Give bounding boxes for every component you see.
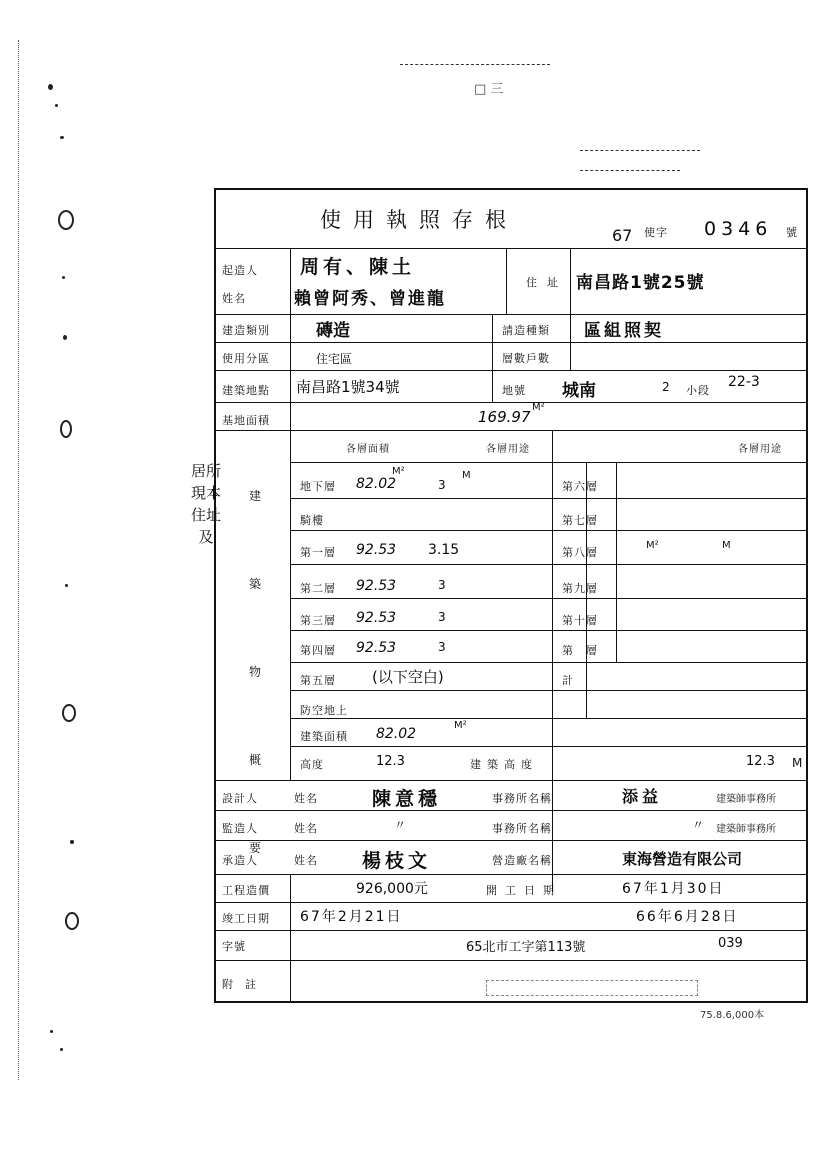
label-name: 姓名 xyxy=(222,292,246,305)
supervisor-office-value: 〃 xyxy=(692,818,705,832)
unit-m-basement: M xyxy=(462,470,471,481)
unit-m-height: M xyxy=(792,756,803,770)
form-series: 使字 xyxy=(644,226,668,239)
label-location: 建築地點 xyxy=(222,384,270,397)
unit-m2-basement: M² xyxy=(392,466,405,477)
form-title: 使用執照存根 xyxy=(320,208,518,232)
label-permit-category: 請造種類 xyxy=(502,324,550,337)
label-architect-office-2: 建築師事務所 xyxy=(716,824,776,835)
floor4-height: 3 xyxy=(438,640,446,654)
label-address: 住址 xyxy=(526,276,568,289)
label-use-zone: 使用分區 xyxy=(222,352,270,365)
scan-left-margin-marks xyxy=(0,0,60,1170)
floor-label-building-area: 建築面積 xyxy=(300,730,348,743)
permit-category-value: 區組照契 xyxy=(584,321,664,341)
floor4-area: 92.53 xyxy=(356,640,397,656)
site-area-unit: M² xyxy=(532,402,545,413)
header-use: 各層用途 xyxy=(486,444,530,455)
bottom-stamp: 75.8.6,000本 xyxy=(700,1010,765,1021)
floor-label-blank: 第 層 xyxy=(562,644,598,657)
label-supervisor-name: 姓名 xyxy=(294,822,318,835)
floor-label-3: 第三層 xyxy=(300,614,336,627)
label-designer-name: 姓名 xyxy=(294,792,318,805)
label-applicant: 起造人 xyxy=(222,264,258,277)
unit-m2-building: M² xyxy=(454,720,467,731)
floor-label-total: 計 xyxy=(562,674,574,687)
use-zone-value: 住宅區 xyxy=(316,352,353,366)
label-subsection: 小段 xyxy=(686,384,710,397)
floor-label-7: 第七層 xyxy=(562,514,598,527)
label-households: 層數戶數 xyxy=(502,352,550,365)
building-height-value: 12.3 xyxy=(746,754,775,769)
top-mark: □ 三 xyxy=(474,82,504,97)
floor2-height: 3 xyxy=(438,578,446,592)
label-supervisor: 監造人 xyxy=(222,822,258,835)
label-designer-office: 事務所名稱 xyxy=(492,792,552,805)
label-completion-date: 竣工日期 xyxy=(222,912,270,925)
applicant-address: 南昌路1號25號 xyxy=(576,273,705,293)
floor-label-4: 第四層 xyxy=(300,644,336,657)
land-section-value: 城南 xyxy=(562,381,596,401)
basement-area: 82.02 xyxy=(356,476,397,492)
floor-label-1: 第一層 xyxy=(300,546,336,559)
floor-label-shelter: 防空地上 xyxy=(300,704,348,717)
basement-height: 3 xyxy=(438,478,446,492)
completion-date-value-2: 66年6月28日 xyxy=(636,909,739,925)
label-building-height: 建築高度 xyxy=(470,758,538,771)
label-supervisor-office: 事務所名稱 xyxy=(492,822,552,835)
designer-name-value: 陳意穩 xyxy=(372,788,442,810)
faint-stamp xyxy=(486,980,698,996)
label-architect-office: 建築師事務所 xyxy=(716,794,776,805)
label-contractor: 承造人 xyxy=(222,854,258,867)
label-contractor-firm: 營造廠名稱 xyxy=(492,854,552,867)
label-designer: 設計人 xyxy=(222,792,258,805)
label-area-summary: 基地面積 xyxy=(222,414,270,427)
land-number-value: 2 xyxy=(662,380,670,394)
label-permit-no: 字號 xyxy=(222,940,246,953)
label-height: 高度 xyxy=(300,758,324,771)
floor1-area: 92.53 xyxy=(356,542,397,558)
floor1-height: 3.15 xyxy=(428,542,460,558)
label-cost: 工程造價 xyxy=(222,884,270,897)
supervisor-name-value: 〃 xyxy=(394,818,407,832)
total-height-value: 12.3 xyxy=(376,754,405,769)
floor-label-5: 第五層 xyxy=(300,674,336,687)
label-contractor-name: 姓名 xyxy=(294,854,318,867)
unit-m-right: M xyxy=(722,540,731,551)
designer-office-value: 添益 xyxy=(622,787,663,806)
label-land-number: 地號 xyxy=(502,384,526,397)
site-area-value: 169.97 xyxy=(478,408,531,426)
floor-label-arcade: 騎樓 xyxy=(300,514,324,527)
header-floor-area: 各層面積 xyxy=(346,444,390,455)
applicant-names-2: 賴曾阿秀、曾進龍 xyxy=(294,289,446,309)
subsection-value: 22-3 xyxy=(728,374,760,390)
floor-label-basement: 地下層 xyxy=(300,480,336,493)
applicant-names-1: 周有、陳土 xyxy=(300,256,416,278)
contractor-firm-value: 東海營造有限公司 xyxy=(622,850,743,868)
floor-label-6: 第六層 xyxy=(562,480,598,493)
label-remarks: 附註 xyxy=(222,978,268,991)
unit-m2-right: M² xyxy=(646,540,659,551)
floor-label-10: 第十層 xyxy=(562,614,598,627)
form-number-suffix: 號 xyxy=(786,226,798,239)
usage-license-stub-form xyxy=(214,188,808,1003)
floor2-area: 92.53 xyxy=(356,578,397,594)
floor5-note: (以下空白) xyxy=(372,668,444,686)
completion-date-value: 67年2月21日 xyxy=(300,909,403,925)
floor-label-2: 第二層 xyxy=(300,582,336,595)
start-date-value: 67年1月30日 xyxy=(622,881,725,897)
contractor-name-value: 楊枝文 xyxy=(362,850,432,872)
side-label-building-summary: 建築物概要 xyxy=(248,489,261,855)
label-structure-type: 建造類別 xyxy=(222,324,270,337)
header-use-right: 各層用途 xyxy=(738,444,782,455)
structure-type-value: 磚造 xyxy=(316,321,350,341)
location-value: 南昌路1號34號 xyxy=(296,378,400,396)
floor3-height: 3 xyxy=(438,610,446,624)
label-start-date: 開工日期 xyxy=(486,884,562,897)
left-vertical-note: 居所 現本 住址 及 xyxy=(190,462,221,546)
permit-ref-value: 65北市工字第113號 xyxy=(466,940,586,955)
floor-label-8: 第八層 xyxy=(562,546,598,559)
floor3-area: 92.53 xyxy=(356,610,397,626)
floor-label-9: 第九層 xyxy=(562,582,598,595)
cost-value: 926,000元 xyxy=(356,881,428,897)
building-area-value: 82.02 xyxy=(376,726,417,742)
form-year: 67 xyxy=(612,226,633,245)
permit-ref-no: 039 xyxy=(718,936,743,951)
form-number: 0346 xyxy=(704,218,773,240)
